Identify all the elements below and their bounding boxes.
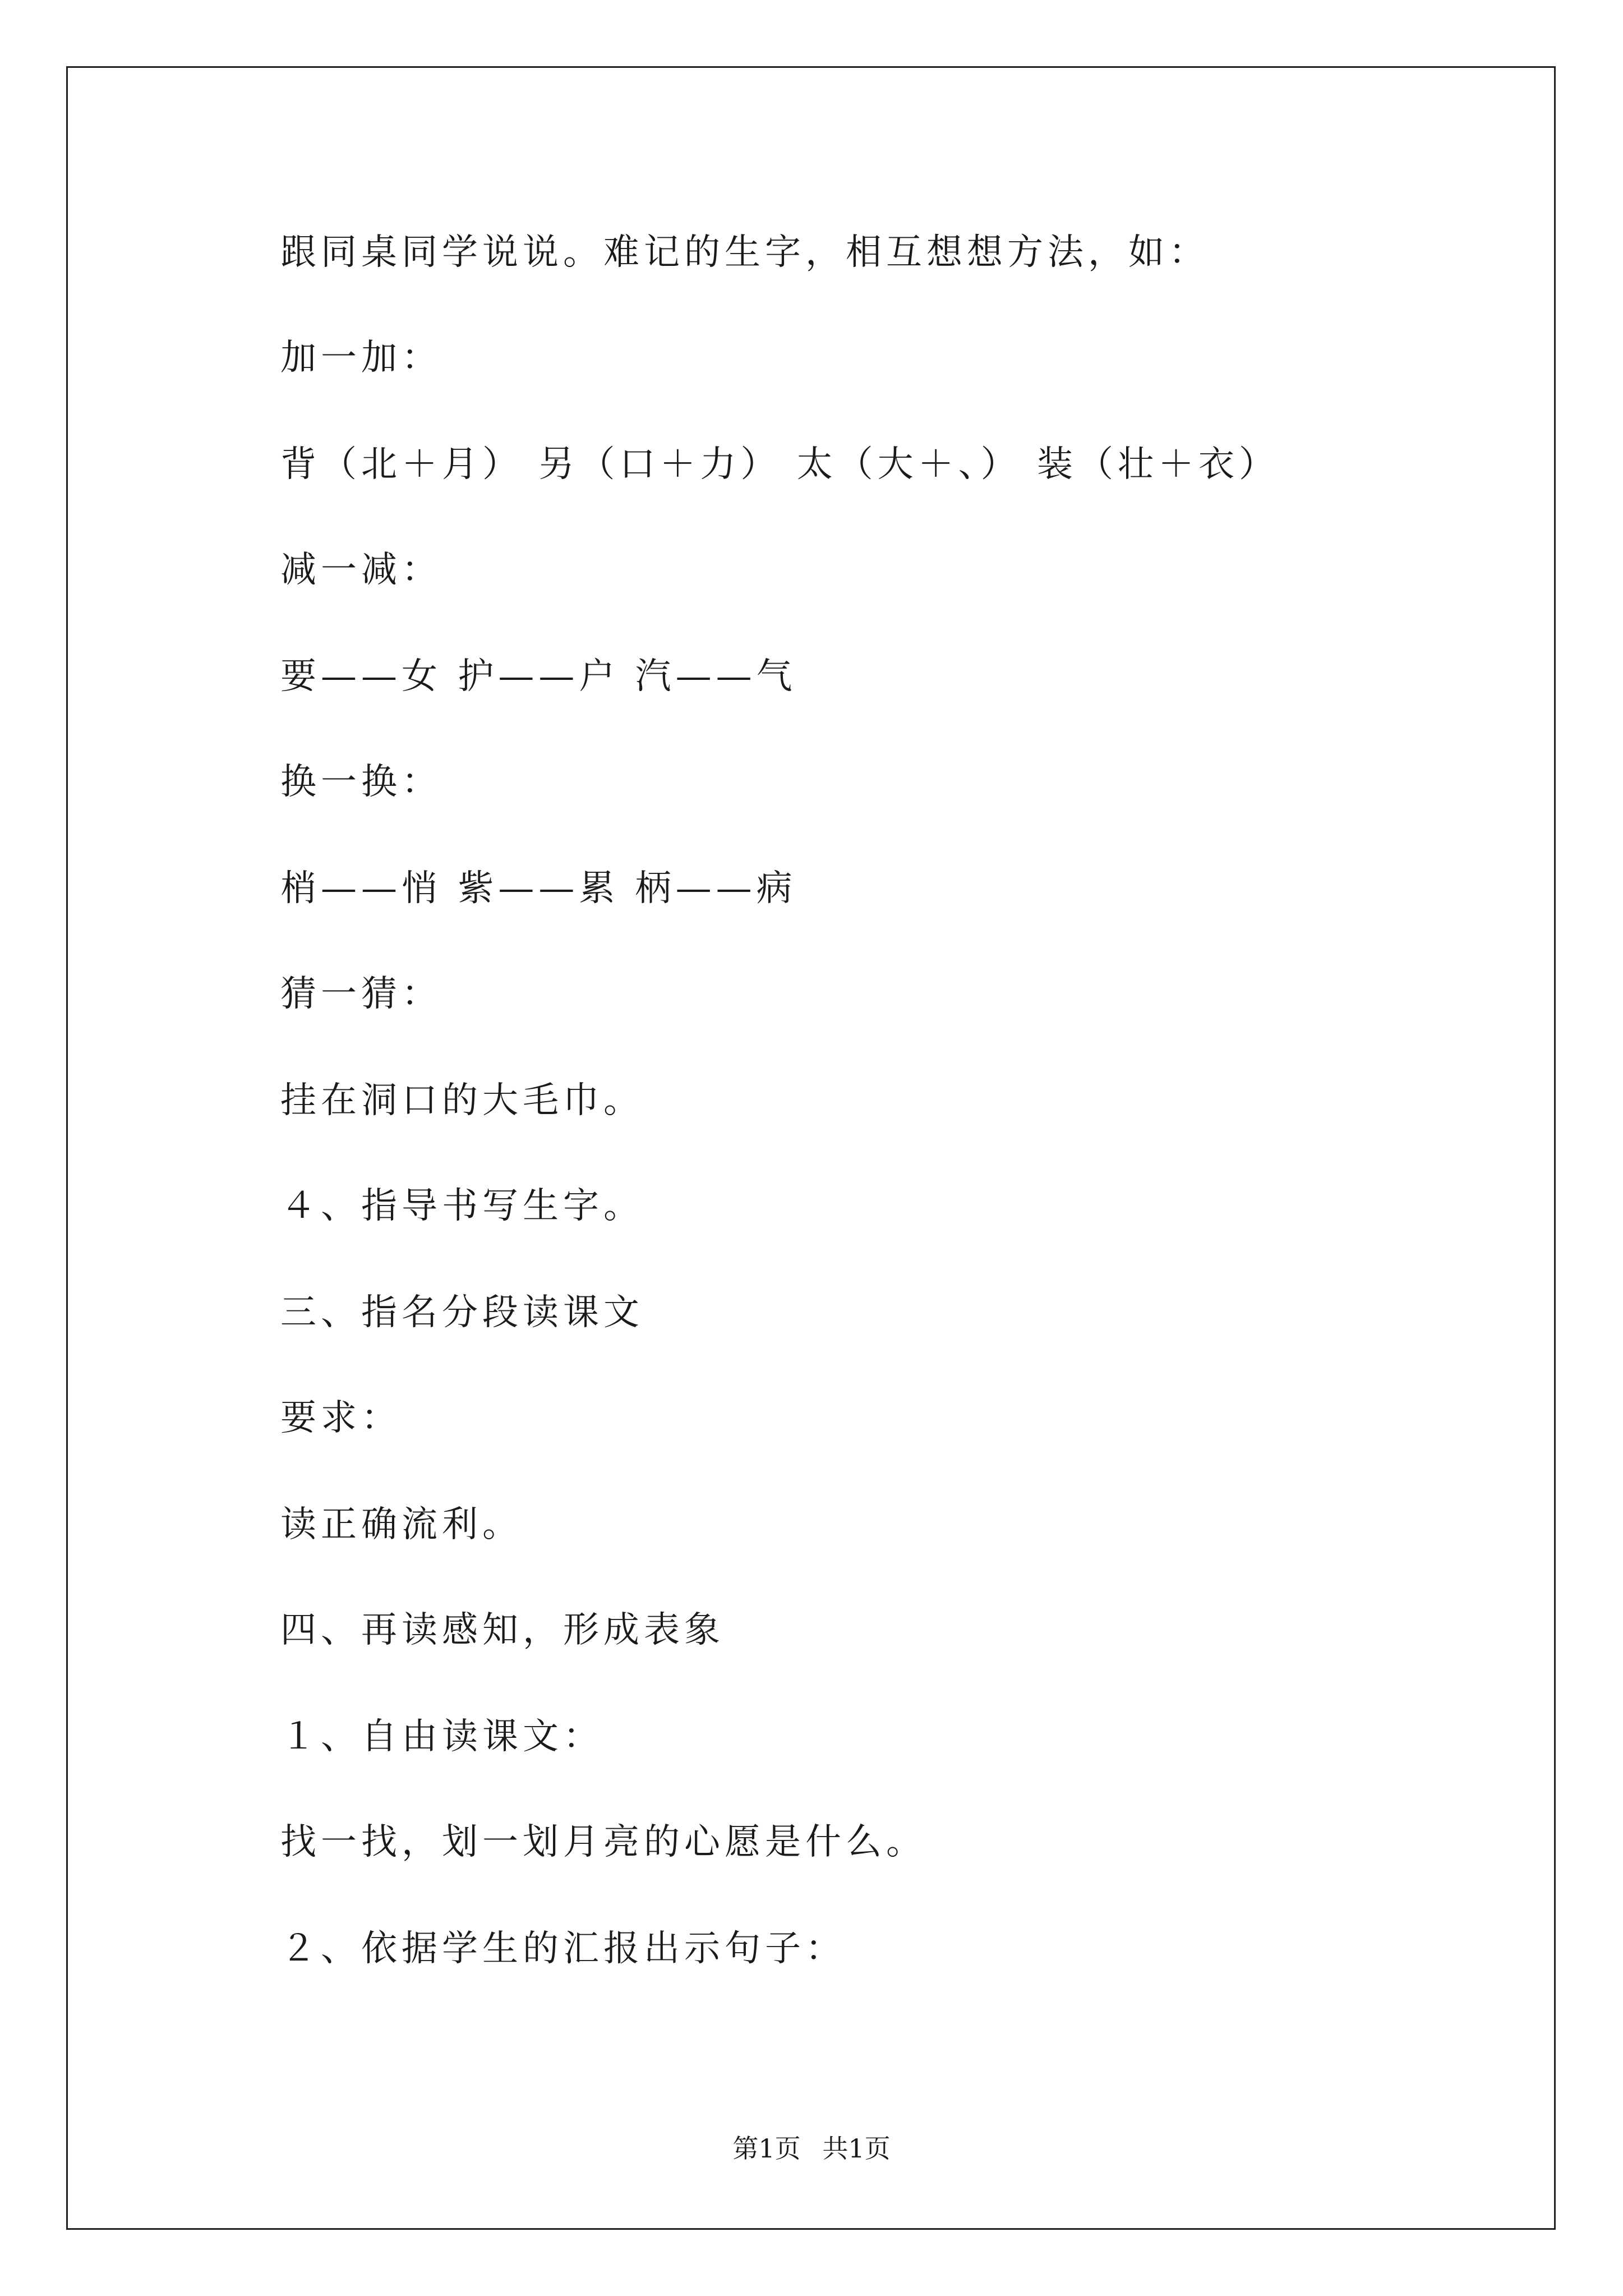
page-border xyxy=(66,66,1556,2230)
text-line-14: 四、再读感知，形成表象 xyxy=(280,1609,725,1651)
text-line-4: 减一减： xyxy=(280,549,442,591)
page-footer xyxy=(0,2132,1623,2165)
text-line-10: ４、指导书写生字。 xyxy=(280,1185,644,1227)
text-line-7: 梢——悄 紫——累 柄——病 xyxy=(280,868,797,909)
total-pages-label: 共1页 xyxy=(822,2133,891,2164)
text-line-6: 换一换： xyxy=(280,761,442,803)
text-line-5: 要——女 护——户 汽——气 xyxy=(280,656,797,697)
text-line-1: 跟同桌同学说说。难记的生字，相互想想方法，如： xyxy=(280,232,1209,273)
text-line-2: 加一加： xyxy=(280,337,442,379)
text-line-16: 找一找，划一划月亮的心愿是什么。 xyxy=(280,1821,926,1863)
text-line-9: 挂在洞口的大毛巾。 xyxy=(280,1080,644,1121)
text-line-15: １、自由读课文： xyxy=(280,1716,603,1757)
text-line-3: 背（北＋月） 另（口＋力） 太（大＋、） 装（壮＋衣） xyxy=(280,444,1280,485)
text-line-13: 读正确流利。 xyxy=(280,1504,523,1545)
current-page-label: 第1页 xyxy=(732,2133,801,2164)
text-line-17: ２、依据学生的汇报出示句子： xyxy=(280,1928,846,1970)
text-line-12: 要求： xyxy=(280,1397,402,1439)
text-line-11: 三、指名分段读课文 xyxy=(280,1292,644,1333)
text-line-8: 猜一猜： xyxy=(280,973,442,1015)
